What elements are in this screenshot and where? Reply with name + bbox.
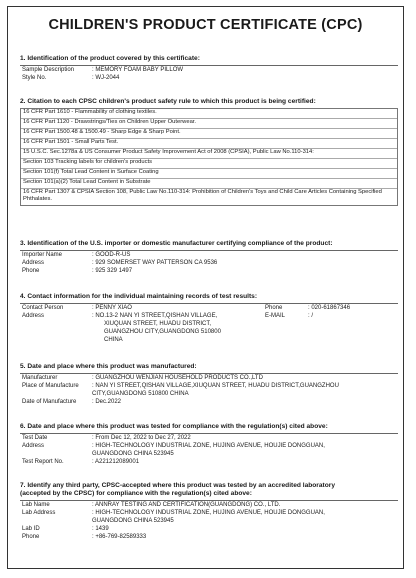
- section-7-heading: 7. Identify any third party, CPSC-accepted where this product was tested by an accredited laboratory: [20, 482, 335, 489]
- contact-person-row: [20, 305, 398, 313]
- date-of-manufacture-row: [20, 399, 398, 407]
- test-address-row: [20, 443, 398, 451]
- contact-address-line-text: XIUQUAN STREET, HUADU DISTRICT,: [104, 321, 212, 327]
- lab-address-value: : HIGH-TECHNOLOGY INDUSTRIAL ZONE, HUJING AVENUE, HOUJIE DONGGUAN,: [92, 510, 325, 516]
- test-address-value: : HIGH-TECHNOLOGY INDUSTRIAL ZONE, HUJING AVENUE, HOUJIE DONGGUAN,: [92, 443, 325, 449]
- rule-item: 15 U.S.C. Sec.1278a & US Consumer Product Safety Improvement Act of 2008 (CPSIA), Public Law No.110-314:: [21, 149, 397, 159]
- contact-address-value: : NO.13-2 NAN YI STREET,QISHAN VILLAGE,: [92, 313, 218, 319]
- lab-phone-value: : +86-769-82589333: [92, 534, 147, 540]
- contact-address-row: [20, 313, 398, 321]
- date-of-manufacture-label: Date of Manufacture: [22, 399, 77, 405]
- place-of-manufacture-cont: CITY,GUANGDONG 510800 CHINA: [92, 391, 189, 397]
- section-5-rule: [20, 373, 398, 374]
- section-2: [20, 98, 398, 206]
- rule-item: Section 103 Tracking labels for children's products: [21, 159, 397, 169]
- section-5: [20, 363, 398, 407]
- section-3-heading: 3. Identification of the U.S. importer or domestic manufacturer certifying compliance of the product:: [20, 240, 333, 247]
- date-of-manufacture-value: : Dec.2022: [92, 399, 122, 405]
- importer-name-value: : GOOD-R-US: [92, 252, 131, 258]
- section-1: [20, 55, 398, 83]
- contact-phone-label: Phone: [265, 305, 283, 311]
- manufacturer-row: [20, 375, 398, 383]
- importer-address-value: : 929 SOMERSET WAY PATTERSON CA 9536: [92, 260, 218, 266]
- contact-phone-value: : 020-61867346: [308, 305, 351, 311]
- sample-description-value: : MEMORY FOAM BABY PILLOW: [92, 67, 184, 73]
- contact-address-line: [20, 329, 398, 337]
- rule-item: 16 CFR Part 1610 - Flammability of clothing textiles.: [21, 109, 397, 119]
- test-date-row: [20, 435, 398, 443]
- rules-table: [20, 108, 398, 206]
- test-date-label: Test Date: [22, 435, 48, 441]
- lab-address-row: [20, 510, 398, 518]
- section-3-rule: [20, 250, 398, 251]
- contact-person-label: Contact Person: [22, 305, 64, 311]
- manufacturer-value: : GUANGZHOU WENJIAN HOUSEHOLD PRODUCTS CO.,LTD: [92, 375, 263, 381]
- section-6-rule: [20, 433, 398, 434]
- section-7: [20, 482, 398, 542]
- place-of-manufacture-row: [20, 383, 398, 391]
- place-of-manufacture-value: : NAN YI STREET,QISHAN VILLAGE,XIUQUAN STREET, HUADU DISTRICT,GUANGZHOU: [92, 383, 339, 389]
- importer-phone-row: [20, 268, 398, 276]
- place-of-manufacture-label: Place of Manufacture: [22, 383, 79, 389]
- section-4-heading: 4. Contact information for the individual maintaining records of test results:: [20, 293, 258, 300]
- contact-address-line: [20, 321, 398, 329]
- importer-phone-value: : 925 329 1497: [92, 268, 133, 274]
- rule-item: 16 CFR Part 1500.48 & 1500.49 - Sharp Edge & Sharp Point.: [21, 129, 397, 139]
- section-3: [20, 240, 398, 276]
- section-4: [20, 293, 398, 345]
- sample-description-row: [20, 67, 398, 75]
- contact-email-value: : /: [308, 313, 314, 319]
- lab-address-label: Lab Address: [22, 510, 56, 516]
- lab-phone-label: Phone: [22, 534, 40, 540]
- test-report-value: : A221212089001: [92, 459, 140, 465]
- lab-address-cont: GUANGDONG CHINA 523945: [92, 518, 174, 524]
- section-4-rule: [20, 303, 398, 304]
- section-6-heading: 6. Date and place where this product was tested for compliance with the regulation(s) cited above:: [20, 423, 328, 430]
- test-address-cont: GUANGDONG CHINA 523945: [92, 451, 174, 457]
- importer-name-label: Importer Name: [22, 252, 63, 258]
- section-2-heading: 2. Citation to each CPSC children's product safety rule to which this product is being certified:: [20, 98, 316, 105]
- rule-item: 16 CFR Part 1307 & CPSIA Section 108, Public Law No.110-314: Prohibition of Children's Toys and Child Care Articles Containing Specified Phthalates.: [23, 189, 382, 202]
- rule-item: 16 CFR Part 1120 - Drawstrings/Ties on Children Upper Outerwear.: [21, 119, 397, 129]
- rule-item: 16 CFR Part 1501 - Small Parts Test.: [21, 139, 397, 149]
- lab-id-label: Lab ID: [22, 526, 40, 532]
- lab-id-row: [20, 526, 398, 534]
- manufacturer-label: Manufacturer: [22, 375, 58, 381]
- importer-phone-label: Phone: [22, 268, 40, 274]
- test-report-row: [20, 459, 398, 467]
- contact-address-line-text: GUANGZHOU CITY,GUANGDONG 510800: [104, 329, 221, 335]
- section-7-rule: [20, 500, 398, 501]
- test-date-value: : From Dec 12, 2022 to Dec 27, 2022: [92, 435, 191, 441]
- importer-address-row: [20, 260, 398, 268]
- importer-address-label: Address: [22, 260, 45, 266]
- contact-email-label: E-MAIL: [265, 313, 286, 319]
- section-7-heading-cont: (accepted by the CPSC) for compliance with the regulation(s) cited above:: [20, 490, 252, 497]
- lab-name-value: : ANNRAY TESTING AND CERTIFICATION(GUANGDONG) CO., LTD.: [92, 502, 281, 508]
- section-1-rule: [20, 65, 398, 66]
- test-address-line: [20, 451, 398, 459]
- sample-description-label: Sample Description: [22, 67, 75, 73]
- style-no-value: : WJ-2044: [92, 75, 120, 81]
- document-title: CHILDREN'S PRODUCT CERTIFICATE (CPC): [48, 17, 363, 33]
- rule-item: Section 101(f) Total Lead Content in Surface Coating: [21, 169, 397, 179]
- section-5-heading: 5. Date and place where this product was manufactured:: [20, 363, 197, 370]
- place-of-manufacture-line: [20, 391, 398, 399]
- style-no-row: [20, 75, 398, 83]
- lab-phone-row: [20, 534, 398, 542]
- lab-id-value: : 1439: [92, 526, 109, 532]
- test-report-label: Test Report No.: [22, 459, 64, 465]
- section-1-heading: 1. Identification of the product covered by this certificate:: [20, 55, 200, 62]
- contact-address-line-text: CHINA: [104, 337, 123, 343]
- style-no-label: Style No.: [22, 75, 47, 81]
- lab-name-label: Lab Name: [22, 502, 50, 508]
- lab-name-row: [20, 502, 398, 510]
- contact-address-label: Address: [22, 313, 45, 319]
- rule-item: Section 101(a)(2) Total Lead Content in Substrate: [21, 179, 397, 189]
- test-address-label: Address: [22, 443, 45, 449]
- section-6: [20, 423, 398, 467]
- importer-name-row: [20, 252, 398, 260]
- contact-person-value: : PENNY XIAO: [92, 305, 132, 311]
- lab-address-line: [20, 518, 398, 526]
- contact-address-line: [20, 337, 398, 345]
